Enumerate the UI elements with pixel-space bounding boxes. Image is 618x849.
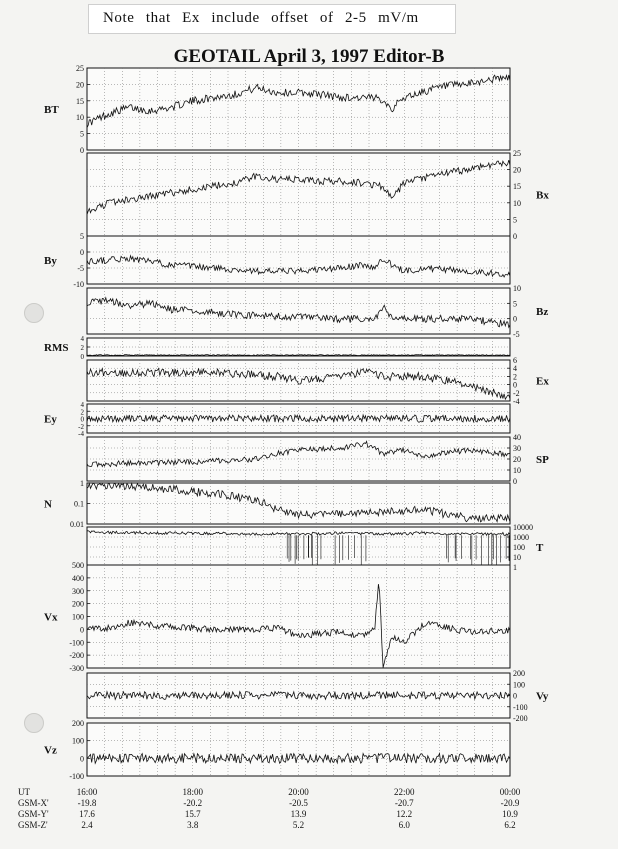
tick-label: 0	[513, 691, 517, 701]
tick-label: -100	[69, 772, 84, 781]
footer-value: 13.9	[290, 809, 307, 819]
tick-label: -200	[513, 714, 528, 723]
tick-label: 6	[513, 356, 517, 365]
tick-label: 0	[80, 415, 84, 424]
tick-label: 5	[513, 299, 517, 309]
tick-label: 500	[72, 561, 84, 570]
chart-title: GEOTAIL April 3, 1997 Editor-B	[173, 46, 445, 67]
footer-value: -20.2	[183, 798, 203, 808]
tick-label: 4	[80, 335, 84, 343]
tick-label: 15	[513, 182, 521, 192]
footer-value: 6.0	[398, 820, 410, 830]
footer-value: 6.2	[504, 820, 516, 830]
tick-label: 0	[80, 754, 84, 764]
tick-label: -5	[513, 330, 520, 339]
tick-label: 10	[513, 466, 521, 475]
footer-value: 5.2	[292, 820, 305, 830]
tick-label: 10000	[513, 523, 533, 532]
tick-label: 25	[513, 149, 521, 158]
offset-note-text: Note that Ex include offset of 2-5 mV/m	[103, 10, 419, 26]
tick-label: -100	[513, 702, 528, 712]
tick-label: 2	[513, 372, 517, 382]
tick-label: 10	[513, 284, 521, 293]
tick-label: 20	[76, 80, 84, 90]
tick-label: 15	[76, 96, 84, 106]
tick-label: -10	[73, 280, 84, 289]
tick-label: -100	[69, 638, 84, 648]
footer-value: 17.6	[79, 809, 95, 819]
footer-value: 3.8	[187, 820, 199, 830]
tick-label: 100	[72, 612, 84, 622]
tick-label: 0	[513, 314, 517, 324]
tick-label: -5	[77, 264, 84, 273]
tick-label: 4	[80, 401, 84, 409]
tick-label: 0	[80, 248, 84, 257]
series-line-RMS	[87, 355, 510, 356]
tick-label: 5	[513, 215, 517, 225]
footer-value: 2.4	[81, 820, 93, 830]
tick-label: 1000	[513, 533, 529, 542]
tick-label: -4	[513, 397, 520, 406]
tick-label: 10	[513, 198, 521, 208]
panel-label-Bz: Bz	[536, 306, 549, 318]
tick-label: 30	[513, 444, 521, 453]
tick-label: 4	[513, 364, 517, 374]
tick-label: 200	[72, 719, 84, 728]
tick-label: 0	[513, 477, 517, 486]
tick-label: 100	[513, 680, 525, 690]
tick-label: 2	[80, 344, 84, 352]
tick-label: 0	[80, 625, 84, 635]
panel-label-Vz: Vz	[44, 744, 57, 757]
panel-label-Bx: Bx	[536, 189, 549, 202]
panel-label-SP: SP	[536, 454, 549, 466]
tick-label: 1	[80, 479, 84, 488]
panel-label-Vy: Vy	[536, 690, 549, 703]
footer-row-label: GSM-Z'	[18, 820, 48, 830]
footer-value: 12.2	[396, 809, 413, 819]
tick-label: 400	[72, 573, 84, 583]
tick-label: 100	[72, 736, 84, 746]
panel-label-N: N	[44, 498, 52, 511]
tick-label: 5	[80, 129, 84, 139]
tick-label: 2	[80, 408, 84, 417]
panel-label-Ex: Ex	[536, 375, 549, 388]
tick-label: 0	[513, 380, 517, 390]
tick-label: 0	[80, 146, 84, 155]
panel-label-Vx: Vx	[44, 611, 58, 624]
footer-row-label: GSM-X'	[18, 798, 49, 808]
tick-label: -2	[513, 388, 520, 398]
footer-value: -20.5	[289, 798, 308, 808]
tick-label: 200	[72, 599, 84, 609]
tick-label: -300	[69, 664, 84, 673]
footer-value: 00:00	[499, 787, 521, 797]
panel-label-By: By	[44, 255, 57, 267]
footer-value: 22:00	[393, 787, 415, 797]
tick-label: 40	[513, 433, 521, 442]
footer-value: -19.8	[77, 798, 97, 808]
tick-label: 10	[76, 113, 84, 123]
footer-row-label: UT	[18, 787, 30, 797]
tick-label: 25	[76, 64, 84, 73]
tick-label: 300	[72, 586, 84, 596]
tick-label: 5	[80, 232, 84, 241]
tick-label: 10	[513, 553, 521, 562]
tick-label: -200	[69, 651, 84, 661]
tick-label: -2	[78, 422, 84, 431]
footer-value: 10.9	[502, 809, 518, 819]
footer-value: -20.9	[500, 798, 520, 808]
tick-label: 20	[513, 165, 521, 175]
panel-label-T: T	[536, 542, 544, 554]
tick-label: 20	[513, 455, 521, 464]
footer-row-label: GSM-Y'	[18, 809, 49, 819]
panel-label-BT: BT	[44, 104, 59, 116]
footer-value: -20.7	[394, 798, 414, 808]
tick-label: 1	[513, 563, 517, 572]
footer-value: 18:00	[182, 787, 204, 797]
panel-label-RMS: RMS	[44, 342, 69, 354]
tick-label: 0	[513, 232, 517, 241]
tick-label: 0.1	[74, 499, 84, 509]
tick-label: 0.01	[70, 520, 84, 529]
panel-label-Ey: Ey	[44, 413, 57, 426]
tick-label: 200	[513, 669, 525, 678]
tick-label: 100	[513, 543, 525, 552]
tick-label: 0	[80, 353, 84, 361]
footer-value: 16:00	[76, 787, 98, 797]
footer-value: 20:00	[288, 787, 309, 797]
footer-value: 15.7	[184, 809, 201, 819]
tick-label: -4	[78, 430, 84, 438]
